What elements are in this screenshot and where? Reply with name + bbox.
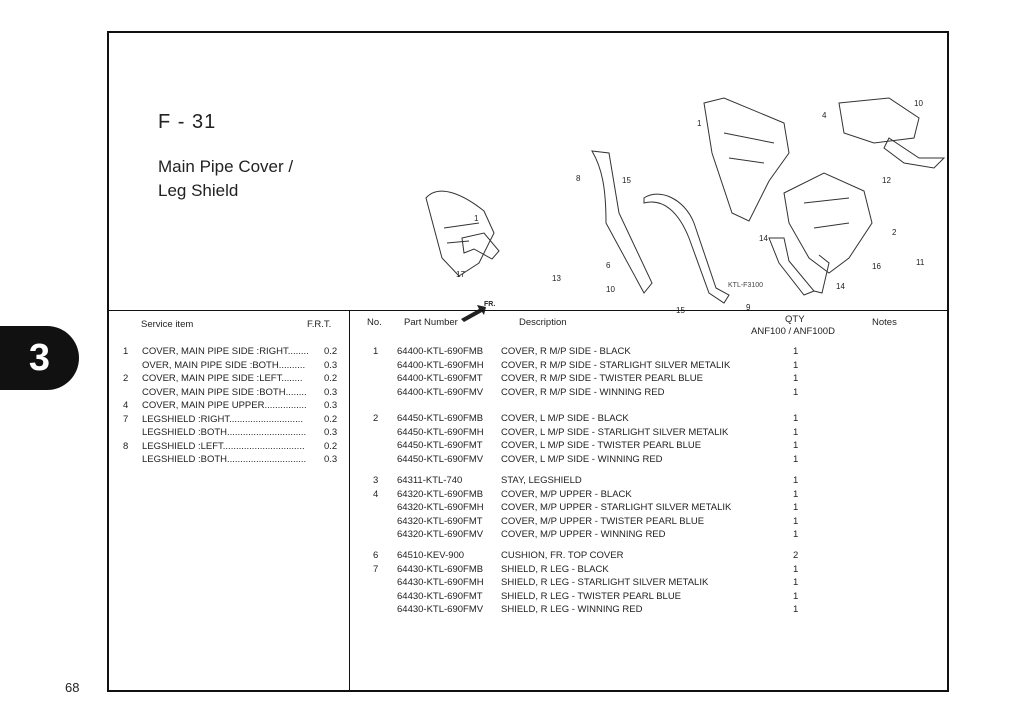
part-row: 6 64510-KEV-900 CUSHION, FR. TOP COVER 2	[373, 550, 799, 561]
header-notes: Notes	[872, 317, 897, 328]
upper-leg-shield-shape	[592, 151, 652, 293]
service-row: 2 COVER, MAIN PIPE SIDE :LEFT........ 0.2	[123, 373, 338, 384]
leg-shield-shape	[644, 194, 729, 303]
part-row: 1 64400-KTL-690FMB COVER, R M/P SIDE - BLACK 1	[373, 346, 799, 357]
header-qty: QTY	[785, 314, 805, 325]
upper-cover-shape	[839, 98, 919, 143]
chapter-tab: 3	[0, 326, 79, 390]
part-row: 64430-KTL-690FMT SHIELD, R LEG - TWISTER PEARL BLUE 1	[397, 590, 799, 602]
section-divider	[109, 310, 947, 311]
header-no: No.	[367, 317, 382, 328]
exploded-parts-diagram	[344, 63, 925, 315]
left-cover-shape	[426, 191, 494, 276]
callout-14b: 14	[836, 282, 845, 291]
callout-16: 16	[872, 262, 881, 271]
callout-11: 11	[916, 258, 925, 267]
column-divider	[349, 310, 350, 690]
callout-17: 17	[456, 270, 465, 279]
part-row: 64400-KTL-690FMH COVER, R M/P SIDE - STARLIGHT SILVER METALIK 1	[397, 359, 799, 371]
upper-cover-arm	[884, 138, 944, 168]
part-row: 64400-KTL-690FMV COVER, R M/P SIDE - WINNING RED 1	[397, 386, 799, 398]
service-row: COVER, MAIN PIPE SIDE :BOTH........ 0.3	[142, 386, 338, 398]
part-row: 64320-KTL-690FMV COVER, M/P UPPER - WINNING RED 1	[397, 529, 799, 540]
callout-15b: 15	[676, 306, 685, 315]
subtitle-line-2: Leg Shield	[158, 181, 239, 200]
header-frt: F.R.T.	[307, 319, 332, 330]
part-row: 64450-KTL-690FMT COVER, L M/P SIDE - TWISTER PEARL BLUE 1	[397, 440, 799, 451]
parts-catalog-frame	[107, 31, 949, 692]
bracket-shape	[462, 233, 499, 259]
part-row: 4 64320-KTL-690FMB COVER, M/P UPPER - BLACK 1	[373, 488, 799, 500]
callout-14a: 14	[759, 234, 768, 243]
front-arrow-icon	[461, 301, 495, 322]
callout-9: 1	[474, 214, 479, 223]
service-row: LEGSHIELD :BOTH.............................. 0.3	[142, 427, 338, 438]
header-part-number: Part Number	[404, 317, 458, 328]
part-row: 64430-KTL-690FMV SHIELD, R LEG - WINNING RED 1	[397, 604, 799, 615]
callout-10a: 10	[606, 285, 615, 294]
header-qty-models: ANF100 / ANF100D	[751, 326, 835, 337]
part-row: 2 64450-KTL-690FMB COVER, L M/P SIDE - BLACK 1	[373, 413, 799, 424]
callout-1: 1	[697, 119, 702, 128]
page-title: F - 31	[158, 111, 217, 133]
callout-8: 9	[746, 303, 751, 312]
part-row: 64450-KTL-690FMH COVER, L M/P SIDE - STARLIGHT SILVER METALIK 1	[397, 426, 799, 438]
front-arrow-label: FR.	[484, 301, 496, 308]
callout-6: 6	[606, 261, 611, 270]
service-row: OVER, MAIN PIPE SIDE :BOTH.......... 0.3	[142, 359, 338, 371]
part-row: 64430-KTL-690FMH SHIELD, R LEG - STARLIGHT SILVER METALIK 1	[397, 577, 799, 588]
service-row: 7 LEGSHIELD :RIGHT............................ 0.2	[123, 413, 338, 425]
part-row: 64450-KTL-690FMV COVER, L M/P SIDE - WINNING RED 1	[397, 453, 799, 465]
part-row: 64320-KTL-690FMH COVER, M/P UPPER - STARLIGHT SILVER METALIK 1	[397, 502, 799, 513]
subtitle-line-1: Main Pipe Cover /	[158, 157, 294, 176]
stay-shape	[769, 238, 814, 295]
diagram-code: KTL-F3100	[728, 282, 764, 289]
callout-15a: 15	[622, 176, 631, 185]
callout-2: 2	[892, 228, 897, 237]
left-mp-cover-detail	[804, 198, 849, 228]
right-mp-cover-detail	[724, 133, 774, 163]
left-mp-cover-shape	[784, 173, 872, 273]
header-service-item: Service item	[141, 319, 194, 330]
header-description: Description	[519, 317, 567, 328]
service-row: 4 COVER, MAIN PIPE UPPER................ 0.3	[123, 400, 338, 411]
callout-13: 13	[552, 274, 561, 283]
callout-4: 4	[822, 111, 827, 120]
service-row: 1 COVER, MAIN PIPE SIDE :RIGHT........ 0.2	[123, 346, 338, 357]
service-row: LEGSHIELD :BOTH.............................. 0.3	[142, 454, 338, 465]
page-number: 68	[65, 680, 80, 695]
part-row: 64320-KTL-690FMT COVER, M/P UPPER - TWISTER PEARL BLUE 1	[397, 515, 799, 527]
callout-10b: 10	[914, 99, 923, 108]
stay-bracket	[814, 255, 829, 293]
right-mp-cover-shape	[704, 98, 789, 221]
service-row: 8 LEGSHIELD :LEFT............................... 0.2	[123, 440, 338, 452]
part-row: 64400-KTL-690FMT COVER, R M/P SIDE - TWISTER PEARL BLUE 1	[397, 373, 799, 384]
left-cover-detail	[444, 223, 479, 243]
page-subtitle	[158, 155, 293, 203]
callout-7: 8	[576, 174, 581, 183]
part-row: 3 64311-KTL-740 STAY, LEGSHIELD 1	[373, 475, 799, 486]
callout-12: 12	[882, 176, 891, 185]
part-row: 7 64430-KTL-690FMB SHIELD, R LEG - BLACK 1	[373, 563, 799, 575]
